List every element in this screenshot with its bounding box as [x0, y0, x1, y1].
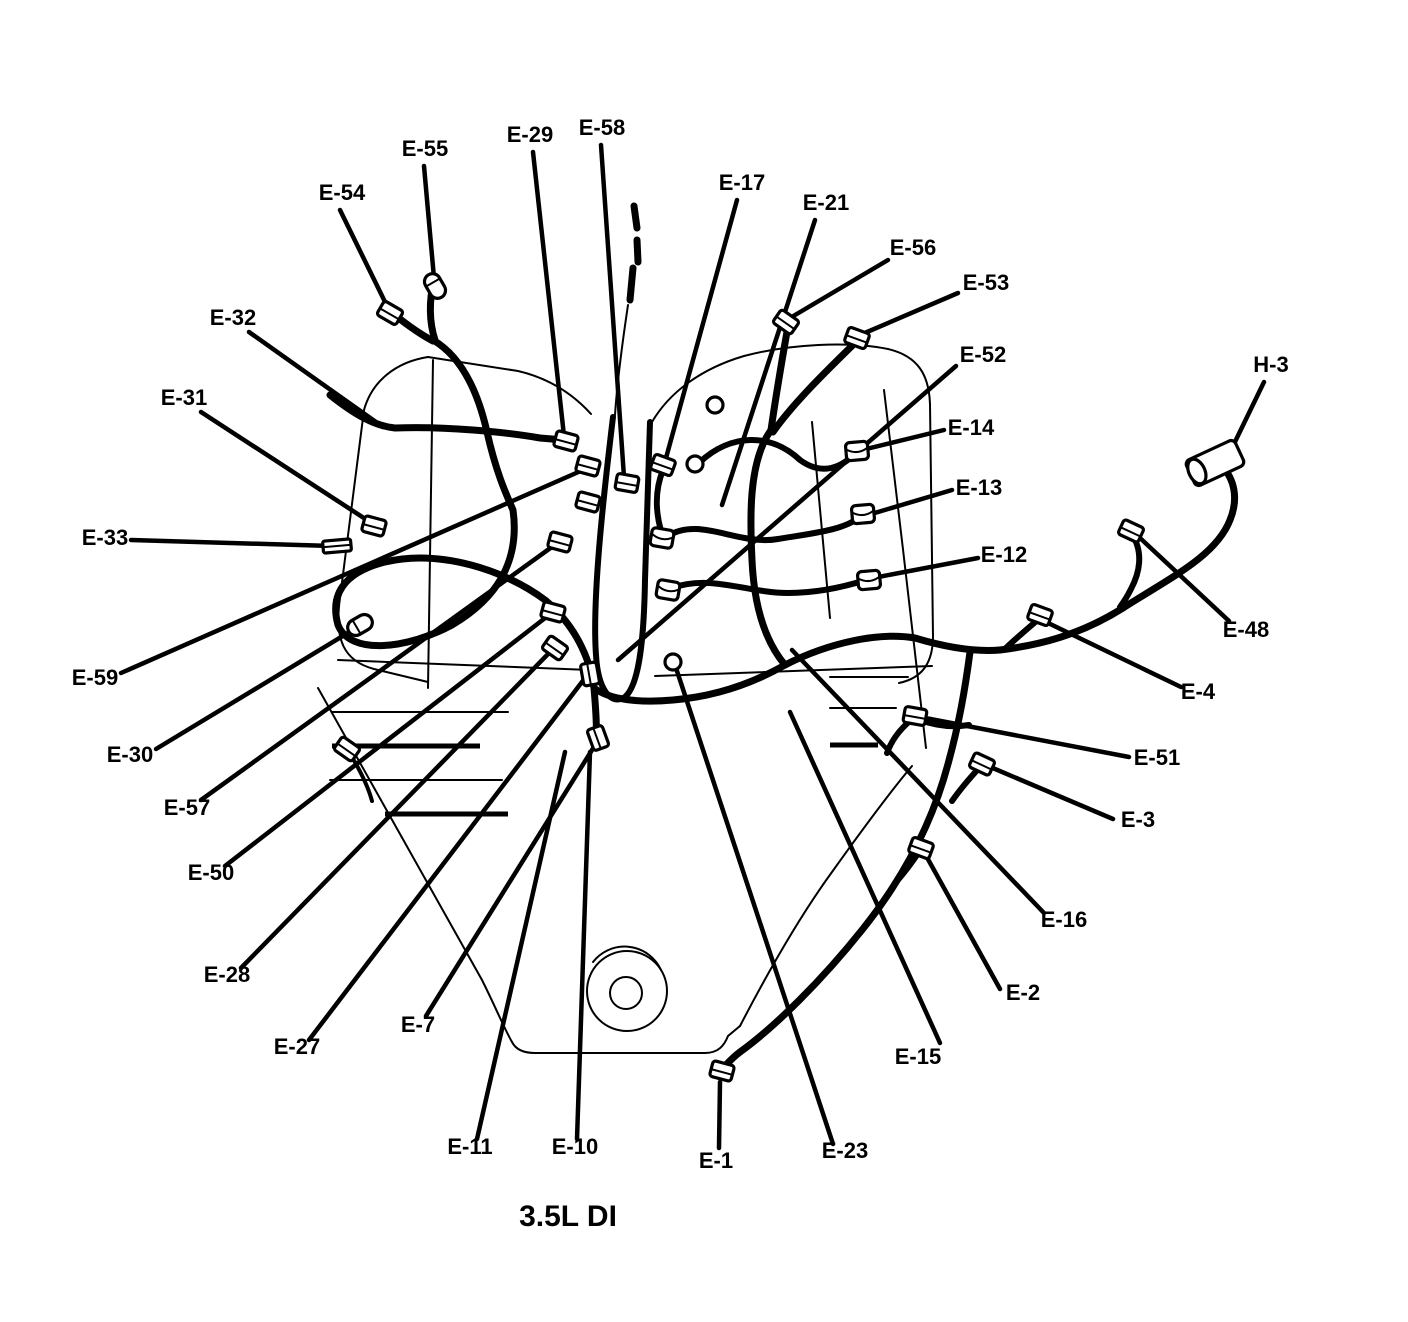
head-base-line-right [655, 666, 932, 676]
harness-dashed-top [630, 268, 633, 300]
harness-coil-wire-1 [700, 440, 856, 469]
harness-dashed-top [634, 206, 637, 228]
harness-left-wrap [330, 395, 564, 440]
leader-E-32 [249, 332, 383, 427]
label-E-16: E-16 [1040, 907, 1088, 932]
connector-box-icon [709, 1060, 734, 1081]
label-E-56: E-56 [889, 235, 937, 260]
label-E-3: E-3 [1120, 807, 1156, 832]
leader-E-10 [577, 752, 590, 1139]
label-E-57: E-57 [163, 795, 211, 820]
label-E-29: E-29 [506, 122, 554, 147]
label-E-53: E-53 [962, 270, 1010, 295]
leader-E-57 [201, 544, 556, 800]
leader-E-12 [873, 558, 978, 578]
connector-box-icon [540, 601, 565, 622]
connector-box-icon [553, 430, 578, 451]
connector-box-icon [575, 491, 600, 512]
harness-right-down-branch [723, 652, 970, 1068]
label-E-1: E-1 [698, 1148, 734, 1173]
crank-pulley-inner [610, 977, 642, 1009]
leader-E-29 [533, 152, 564, 436]
label-E-15: E-15 [894, 1044, 942, 1069]
leader-E-11 [477, 752, 565, 1139]
label-E-27: E-27 [273, 1034, 321, 1059]
leader-E-28 [241, 652, 550, 968]
connector-box-icon [587, 725, 610, 751]
label-E-4: E-4 [1180, 679, 1216, 704]
leader-lines [121, 145, 1264, 1148]
connector-cylinder-icon [1184, 439, 1246, 488]
label-E-14: E-14 [947, 415, 995, 440]
label-E-32: E-32 [209, 305, 257, 330]
leader-E-31 [201, 412, 370, 522]
leader-E-54 [340, 210, 387, 306]
harness-coil-stub [657, 470, 663, 534]
leader-E-13 [868, 490, 952, 515]
connector-box-icon [615, 473, 639, 493]
connector-circle-icon [707, 397, 723, 413]
label-E-7: E-7 [400, 1012, 436, 1037]
left-valve-cover-top-edge [428, 357, 591, 414]
connector-box-icon [376, 301, 403, 326]
label-E-12: E-12 [980, 542, 1028, 567]
label-E-31: E-31 [160, 385, 208, 410]
wiring-harness [330, 206, 1235, 1068]
label-E-59: E-59 [71, 665, 119, 690]
label-E-55: E-55 [401, 136, 449, 161]
leader-E-56 [790, 260, 888, 318]
leader-E-33 [131, 540, 332, 546]
label-H-3: H-3 [1253, 352, 1289, 377]
label-E-58: E-58 [578, 115, 626, 140]
label-E-54: E-54 [318, 180, 366, 205]
connector-box-icon [1118, 519, 1145, 543]
connector-cap-icon [851, 504, 874, 524]
connector-barrel-icon [345, 612, 376, 639]
connector-box-icon [903, 706, 927, 726]
harness-dashed-top [637, 240, 638, 262]
leader-E-48 [1140, 538, 1229, 621]
leader-E-1 [719, 1082, 720, 1148]
leader-H-3 [1232, 382, 1264, 448]
leader-E-3 [988, 766, 1113, 819]
label-E-17: E-17 [718, 170, 766, 195]
crank-pulley-outer [587, 951, 667, 1031]
engine-caption: 3.5L DI [519, 1200, 617, 1233]
leader-E-50 [225, 615, 549, 866]
label-E-11: E-11 [447, 1134, 493, 1159]
connector-box-icon [575, 455, 600, 476]
label-E-48: E-48 [1222, 617, 1270, 642]
connector-barrel-icon [422, 271, 449, 302]
harness-right-trunk-vertical [751, 430, 785, 665]
leader-E-55 [424, 166, 434, 278]
connector-cap-icon [656, 579, 681, 601]
connector-box-icon [547, 531, 572, 552]
connector-circle-icon [665, 654, 681, 670]
connector-box-icon [361, 515, 386, 536]
leader-E-15 [790, 712, 940, 1043]
label-E-33: E-33 [81, 525, 129, 550]
label-E-50: E-50 [187, 860, 235, 885]
leader-E-17 [666, 200, 737, 458]
label-E-23: E-23 [821, 1138, 869, 1163]
connector-labels [72, 115, 1289, 1173]
label-E-51: E-51 [1133, 745, 1181, 770]
label-E-2: E-2 [1005, 980, 1041, 1005]
label-E-52: E-52 [959, 342, 1007, 367]
connector-cap-icon [845, 441, 868, 461]
connector-box-icon [650, 454, 676, 477]
connector-cap-icon [650, 527, 675, 549]
connector-box-icon [580, 662, 600, 686]
harness-e51-pigtail-left [887, 721, 910, 753]
label-E-10: E-10 [551, 1134, 599, 1159]
label-E-13: E-13 [955, 475, 1003, 500]
label-E-28: E-28 [203, 962, 251, 987]
label-E-30: E-30 [106, 742, 154, 767]
connector-cap-icon [857, 570, 880, 590]
label-E-21: E-21 [802, 190, 850, 215]
leader-E-53 [860, 293, 958, 335]
leader-E-7 [426, 742, 597, 1016]
connector-flat-icon [323, 539, 352, 553]
connector-circle-icon [687, 456, 703, 472]
right-valve-cover-outline [652, 345, 933, 683]
leader-E-2 [924, 852, 1000, 989]
harness-e3-pigtail [952, 767, 980, 801]
leader-E-4 [1046, 622, 1181, 687]
harness-coil-wire-2 [668, 516, 861, 540]
